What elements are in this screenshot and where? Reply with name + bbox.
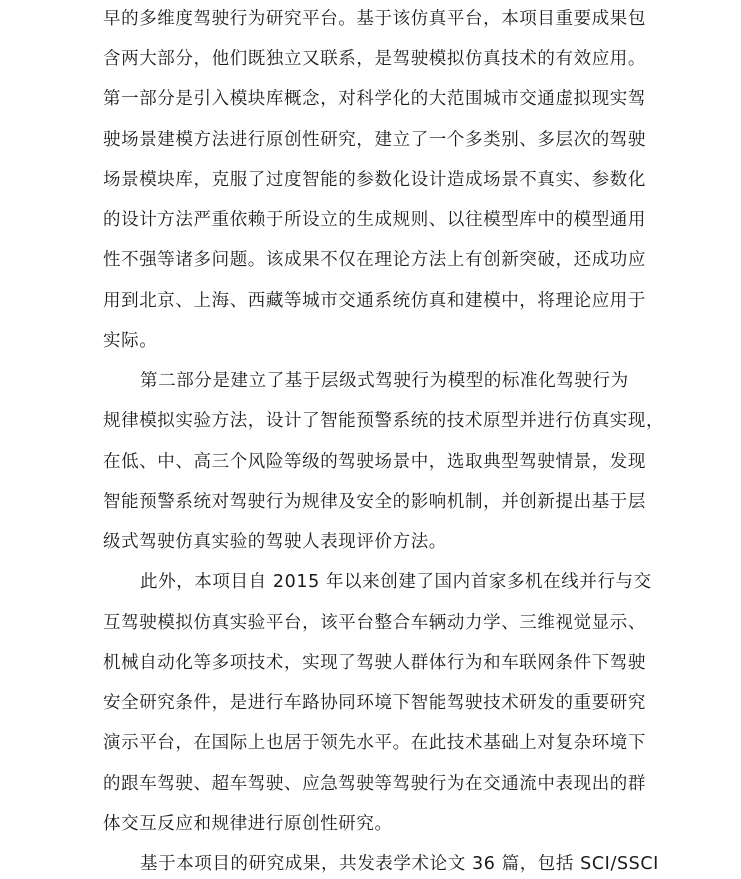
text-line: 级式驾驶仿真实验的驾驶人表现评价方法。: [103, 532, 447, 552]
text-line: 场景模块库，克服了过度智能的参数化设计造成场景不真实、参数化: [103, 170, 646, 190]
text-line: 演示平台，在国际上也居于领先水平。在此技术基础上对复杂环境下: [103, 733, 646, 753]
text-line: 安全研究条件，是进行车路协同环境下智能驾驶技术研发的重要研究: [103, 693, 646, 713]
text-line: 早的多维度驾驶行为研究平台。基于该仿真平台，本项目重要成果包: [103, 9, 646, 29]
paragraph-start-line: 基于本项目的研究成果，共发表学术论文 36 篇，包括 SCI/SSCI: [140, 854, 659, 874]
text-line: 实际。: [103, 331, 158, 351]
paragraph-start-line: 此外，本项目自 2015 年以来创建了国内首家多机在线并行与交: [140, 572, 652, 592]
text-line: 智能预警系统对驾驶行为规律及安全的影响机制，并创新提出基于层: [103, 492, 646, 512]
text-line: 互驾驶模拟仿真实验平台，该平台整合车辆动力学、三维视觉显示、: [103, 613, 646, 633]
text-line: 规律模拟实验方法，设计了智能预警系统的技术原型并进行仿真实现，: [103, 411, 665, 431]
text-line: 性不强等诸多问题。该成果不仅在理论方法上有创新突破，还成功应: [103, 250, 646, 270]
paragraph-start-line: 第二部分是建立了基于层级式驾驶行为模型的标准化驾驶行为: [140, 371, 629, 391]
text-line: 第一部分是引入模块库概念，对科学化的大范围城市交通虚拟现实驾: [103, 89, 646, 109]
text-line: 体交互反应和规律进行原创性研究。: [103, 814, 393, 834]
text-line: 驶场景建模方法进行原创性研究，建立了一个多类别、多层次的驾驶: [103, 130, 646, 150]
text-line: 在低、中、高三个风险等级的驾驶场景中，选取典型驾驶情景，发现: [103, 452, 646, 472]
text-line: 的设计方法严重依赖于所设立的生成规则、以往模型库中的模型通用: [103, 210, 646, 230]
text-line: 的跟车驾驶、超车驾驶、应急驾驶等驾驶行为在交通流中表现出的群: [103, 774, 646, 794]
text-line: 用到北京、上海、西藏等城市交通系统仿真和建模中，将理论应用于: [103, 291, 646, 311]
text-line: 含两大部分，他们既独立又联系，是驾驶模拟仿真技术的有效应用。: [103, 49, 646, 69]
text-line: 机械自动化等多项技术，实现了驾驶人群体行为和车联网条件下驾驶: [103, 653, 646, 673]
